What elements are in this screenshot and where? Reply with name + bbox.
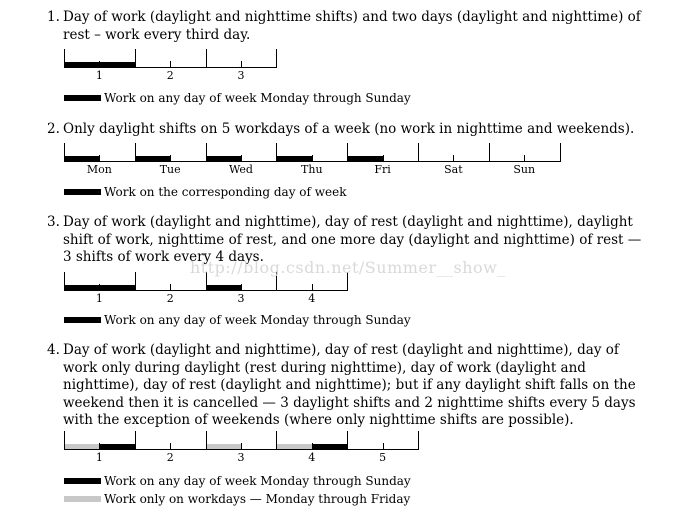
mid-day-tick [312,284,313,291]
day-boundary-tick [347,431,348,450]
legend-swatch-gray [64,496,101,502]
day-boundary-tick [64,272,65,291]
day-label: 2 [166,292,174,305]
day-boundary-tick [206,49,207,68]
day-boundary-tick [64,143,65,162]
day-label: Tue [159,163,181,176]
legend-text: Work only on workdays — Monday through Friday [104,492,411,506]
mid-day-tick [99,155,100,162]
mid-day-tick [453,155,454,162]
shift-segment-black [312,444,347,449]
legend-text: Work on any day of week Monday through Sunday [104,313,411,327]
day-label: Thu [301,163,323,176]
day-label: 4 [308,292,316,305]
legend-entry [64,185,347,199]
day-boundary-tick [276,49,277,68]
legend-swatch-black [64,189,101,195]
shift-segment-black [206,156,241,161]
day-boundary-tick [135,49,136,68]
day-label: Fri [374,163,391,176]
item-number: 3. [47,214,60,230]
day-boundary-tick [276,431,277,450]
day-boundary-tick [135,272,136,291]
day-label: Mon [86,163,112,176]
day-boundary-tick [135,431,136,450]
day-label: 3 [237,69,245,82]
mid-day-tick [312,443,313,450]
mid-day-tick [170,284,171,291]
legend-swatch-black [64,478,101,484]
shift-segment-black [276,156,311,161]
mid-day-tick [524,155,525,162]
day-label: Sun [513,163,536,176]
legend-text: Work on the corresponding day of week [104,185,347,199]
legend-text: Work on any day of week Monday through Sunday [104,474,411,488]
day-label: 2 [166,69,174,82]
legend-swatch-black [64,95,101,101]
item-text: Day of work (daylight and nighttime shifts) and two days (daylight and nighttime) of rest – work every third day. [63,9,641,43]
day-label: 1 [95,69,103,82]
day-boundary-tick [64,431,65,450]
mid-day-tick [241,284,242,291]
shift-segment-black [347,156,382,161]
mid-day-tick [383,155,384,162]
item-text: Day of work (daylight and nighttime), day of rest (daylight and nighttime), day of work only during daylight (rest during nighttime), day of work (daylight and nighttime), day of rest (daylight and nighttime); but if any daylight shift falls on the weekend then it is cancelled — 3 daylight shifts and 2 nighttime shifts every 5 days with the exception of weekends (where only nighttime shifts are possible). [63,342,636,428]
mid-day-tick [383,443,384,450]
item-number: 4. [47,342,60,358]
day-label: 1 [95,451,103,464]
mid-day-tick [241,155,242,162]
legend-text: Work on any day of week Monday through Sunday [104,91,411,105]
day-boundary-tick [64,49,65,68]
mid-day-tick [312,155,313,162]
day-label: 3 [237,292,245,305]
day-label: 2 [166,451,174,464]
mid-day-tick [170,155,171,162]
shift-segment-gray [206,444,241,449]
day-boundary-tick [418,143,419,162]
mid-day-tick [99,284,100,291]
mid-day-tick [241,443,242,450]
day-label: Wed [229,163,253,176]
day-label: 3 [237,451,245,464]
day-label: 1 [95,292,103,305]
day-label: 4 [308,451,316,464]
mid-day-tick [99,61,100,68]
day-boundary-tick [347,143,348,162]
shift-segment-black [135,156,170,161]
mid-day-tick [99,443,100,450]
day-boundary-tick [418,431,419,450]
day-boundary-tick [206,431,207,450]
item-text: Day of work (daylight and nighttime), day of rest (daylight and nighttime), daylight shift of work, nighttime of rest, and one more day (daylight and nighttime) of rest — 3 shifts of work every 4 days. [63,214,642,265]
legend-swatch-black [64,317,101,323]
day-boundary-tick [276,143,277,162]
item-number: 2. [47,121,60,137]
item-text: Only daylight shifts on 5 workdays of a week (no work in nighttime and weekends). [63,121,635,137]
day-label: Sat [444,163,463,176]
day-boundary-tick [560,143,561,162]
item-number: 1. [47,9,60,25]
day-label: 5 [379,451,387,464]
mid-day-tick [241,61,242,68]
legend-entry [64,474,411,488]
shift-segment-gray [64,444,99,449]
day-boundary-tick [206,143,207,162]
day-boundary-tick [489,143,490,162]
legend-entry [64,492,410,506]
legend-entry [64,91,411,105]
day-boundary-tick [135,143,136,162]
legend-entry [64,313,411,327]
shift-segment-gray [276,444,311,449]
watermark: http://blog.csdn.net/Summer__show_ [190,258,506,277]
mid-day-tick [170,443,171,450]
mid-day-tick [170,61,171,68]
shift-segment-black [206,285,241,290]
shift-segment-black [64,156,99,161]
shift-segment-black [99,444,134,449]
